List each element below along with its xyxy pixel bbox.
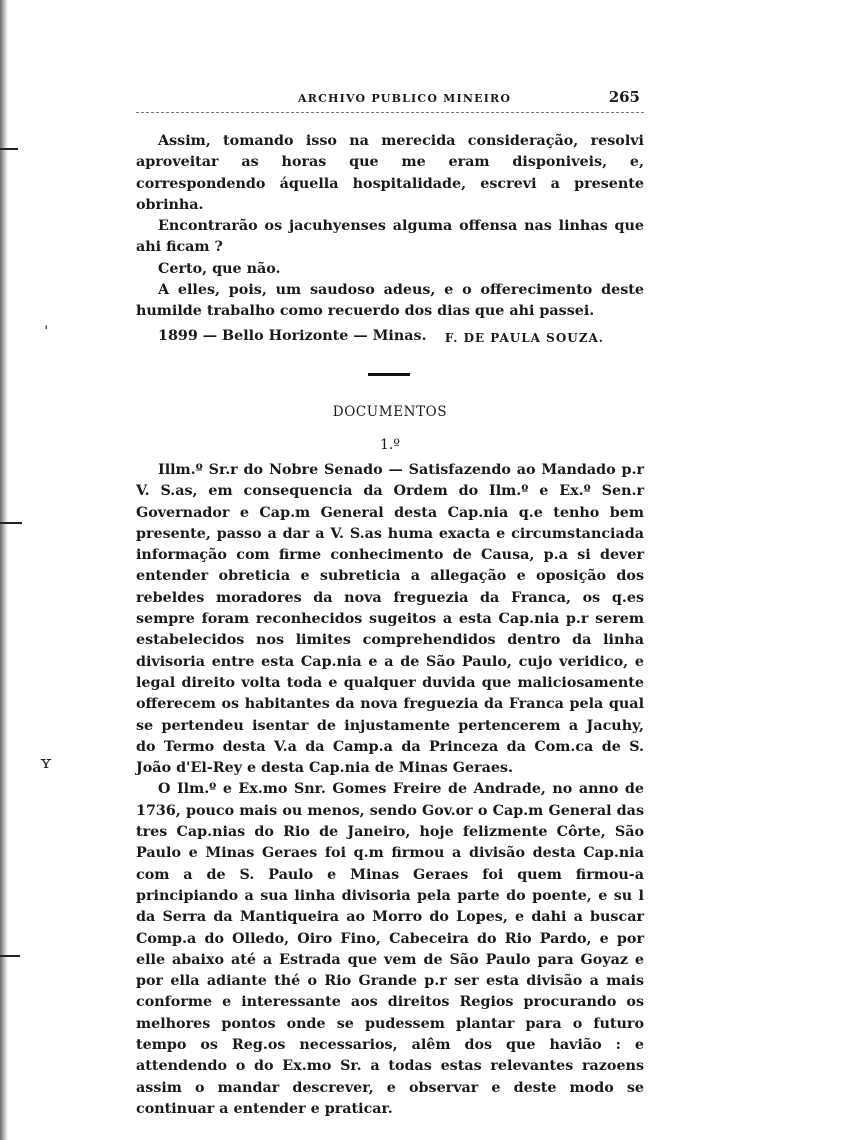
header-rule [136, 112, 644, 113]
place-date: 1899 — Bello Horizonte — Minas. [158, 328, 427, 344]
preface-paragraph: Encontrarão os jacuhyenses alguma offensa nas linhas que ahi ficam ? [136, 218, 644, 256]
preface-paragraph: A elles, pois, um saudoso adeus, e o offerecimento deste humilde trabalho como recuerdo dos dias que ahi passei. [136, 282, 644, 320]
document-number: 1.º [380, 437, 400, 453]
margin-tick [0, 148, 18, 150]
section-divider [368, 373, 410, 376]
margin-tick [0, 522, 22, 524]
documents-block [136, 460, 644, 1120]
document-paragraph: O Ilm.º e Ex.mo Snr. Gomes Freire de Andrade, no anno de 1736, pouco mais ou menos, sendo Gov.or o Cap.m General das tres Cap.nias do Rio de Janeiro, hoje felizmente Côrte, São Paulo e Minas Geraes foi q.m firmou a divisão desta Cap.nia com a de S. Paulo e Minas Geraes foi quem firmou-a principiando a sua linha divisoria pela parte do poente, e su l da Serra da Mantiqueira ao Morro do Lopes, e dahi a buscar Comp.a do Olledo, Oiro Fino, Cabeceira do Rio Pardo, e por elle abaixo até a Estrada que vem de São Paulo para Goyaz e por ella adiante thé o Rio Grande p.r ser esta divisão a mais conforme e interessante aos direitos Regios procurando os melhores pontos onde se pudessem plantar para o futuro tempo os Reg.os necessarios, alêm dos que havião : e attendendo o do Ex.mo Sr. a todas estas relevantes razoens assim o mandar descrever, e observar e deste modo se continuar a entender e praticar. [136, 781, 644, 1117]
preface-paragraph: Assim, tomando isso na merecida consideração, resolvi aproveitar as horas que me eram disponiveis, e, correspondendo áquella hospitalidade, escrevi a presente obrinha. [136, 133, 644, 213]
preface-paragraph: Certo, que não. [158, 260, 281, 277]
margin-mark: ˌ [44, 312, 49, 331]
document-paragraph: Illm.º Sr.r do Nobre Senado — Satisfazendo ao Mandado p.r V. S.as, em consequencia da Ordem do Ilm.º e Ex.º Sen.r Governador e Cap.m General desta Cap.nia q.e tenho bem presente, passo a dar a V. S.as huma exacta e circumstanciada informação com firme conhecimento de Causa, p.a si dever entender obreticia e subreticia a allegação e oposição dos rebeldes moradores da nova freguezia da Franca, os q.es sempre foram reconhecidos sugeitos a esta Cap.nia p.r serem estabelecidos nos limites comprehendidos dentro da linha divisoria entre esta Cap.nia e a de São Paulo, cujo veridico, e legal direito volta toda e qualquer duvida que maliciosamente offerecem os habitantes da nova freguezia da Franca pela qual se pertendeu isentar de injustamente pertencerem a Jacuhy, do Termo desta V.a da Camp.a da Princeza da Com.ca de S. João d'El-Rey e desta Cap.nia de Minas Geraes. [136, 462, 644, 777]
signature: F. DE PAULA SOUZA. [444, 330, 604, 345]
section-title: DOCUMENTOS [332, 404, 448, 420]
margin-mark: ʏ [40, 752, 52, 773]
binding-shadow [0, 0, 8, 1140]
preface-block [136, 131, 644, 353]
margin-tick [0, 955, 20, 957]
page-header [136, 88, 644, 110]
page-number: 265 [608, 88, 640, 106]
running-head: ARCHIVO PUBLICO MINEIRO [298, 92, 512, 105]
